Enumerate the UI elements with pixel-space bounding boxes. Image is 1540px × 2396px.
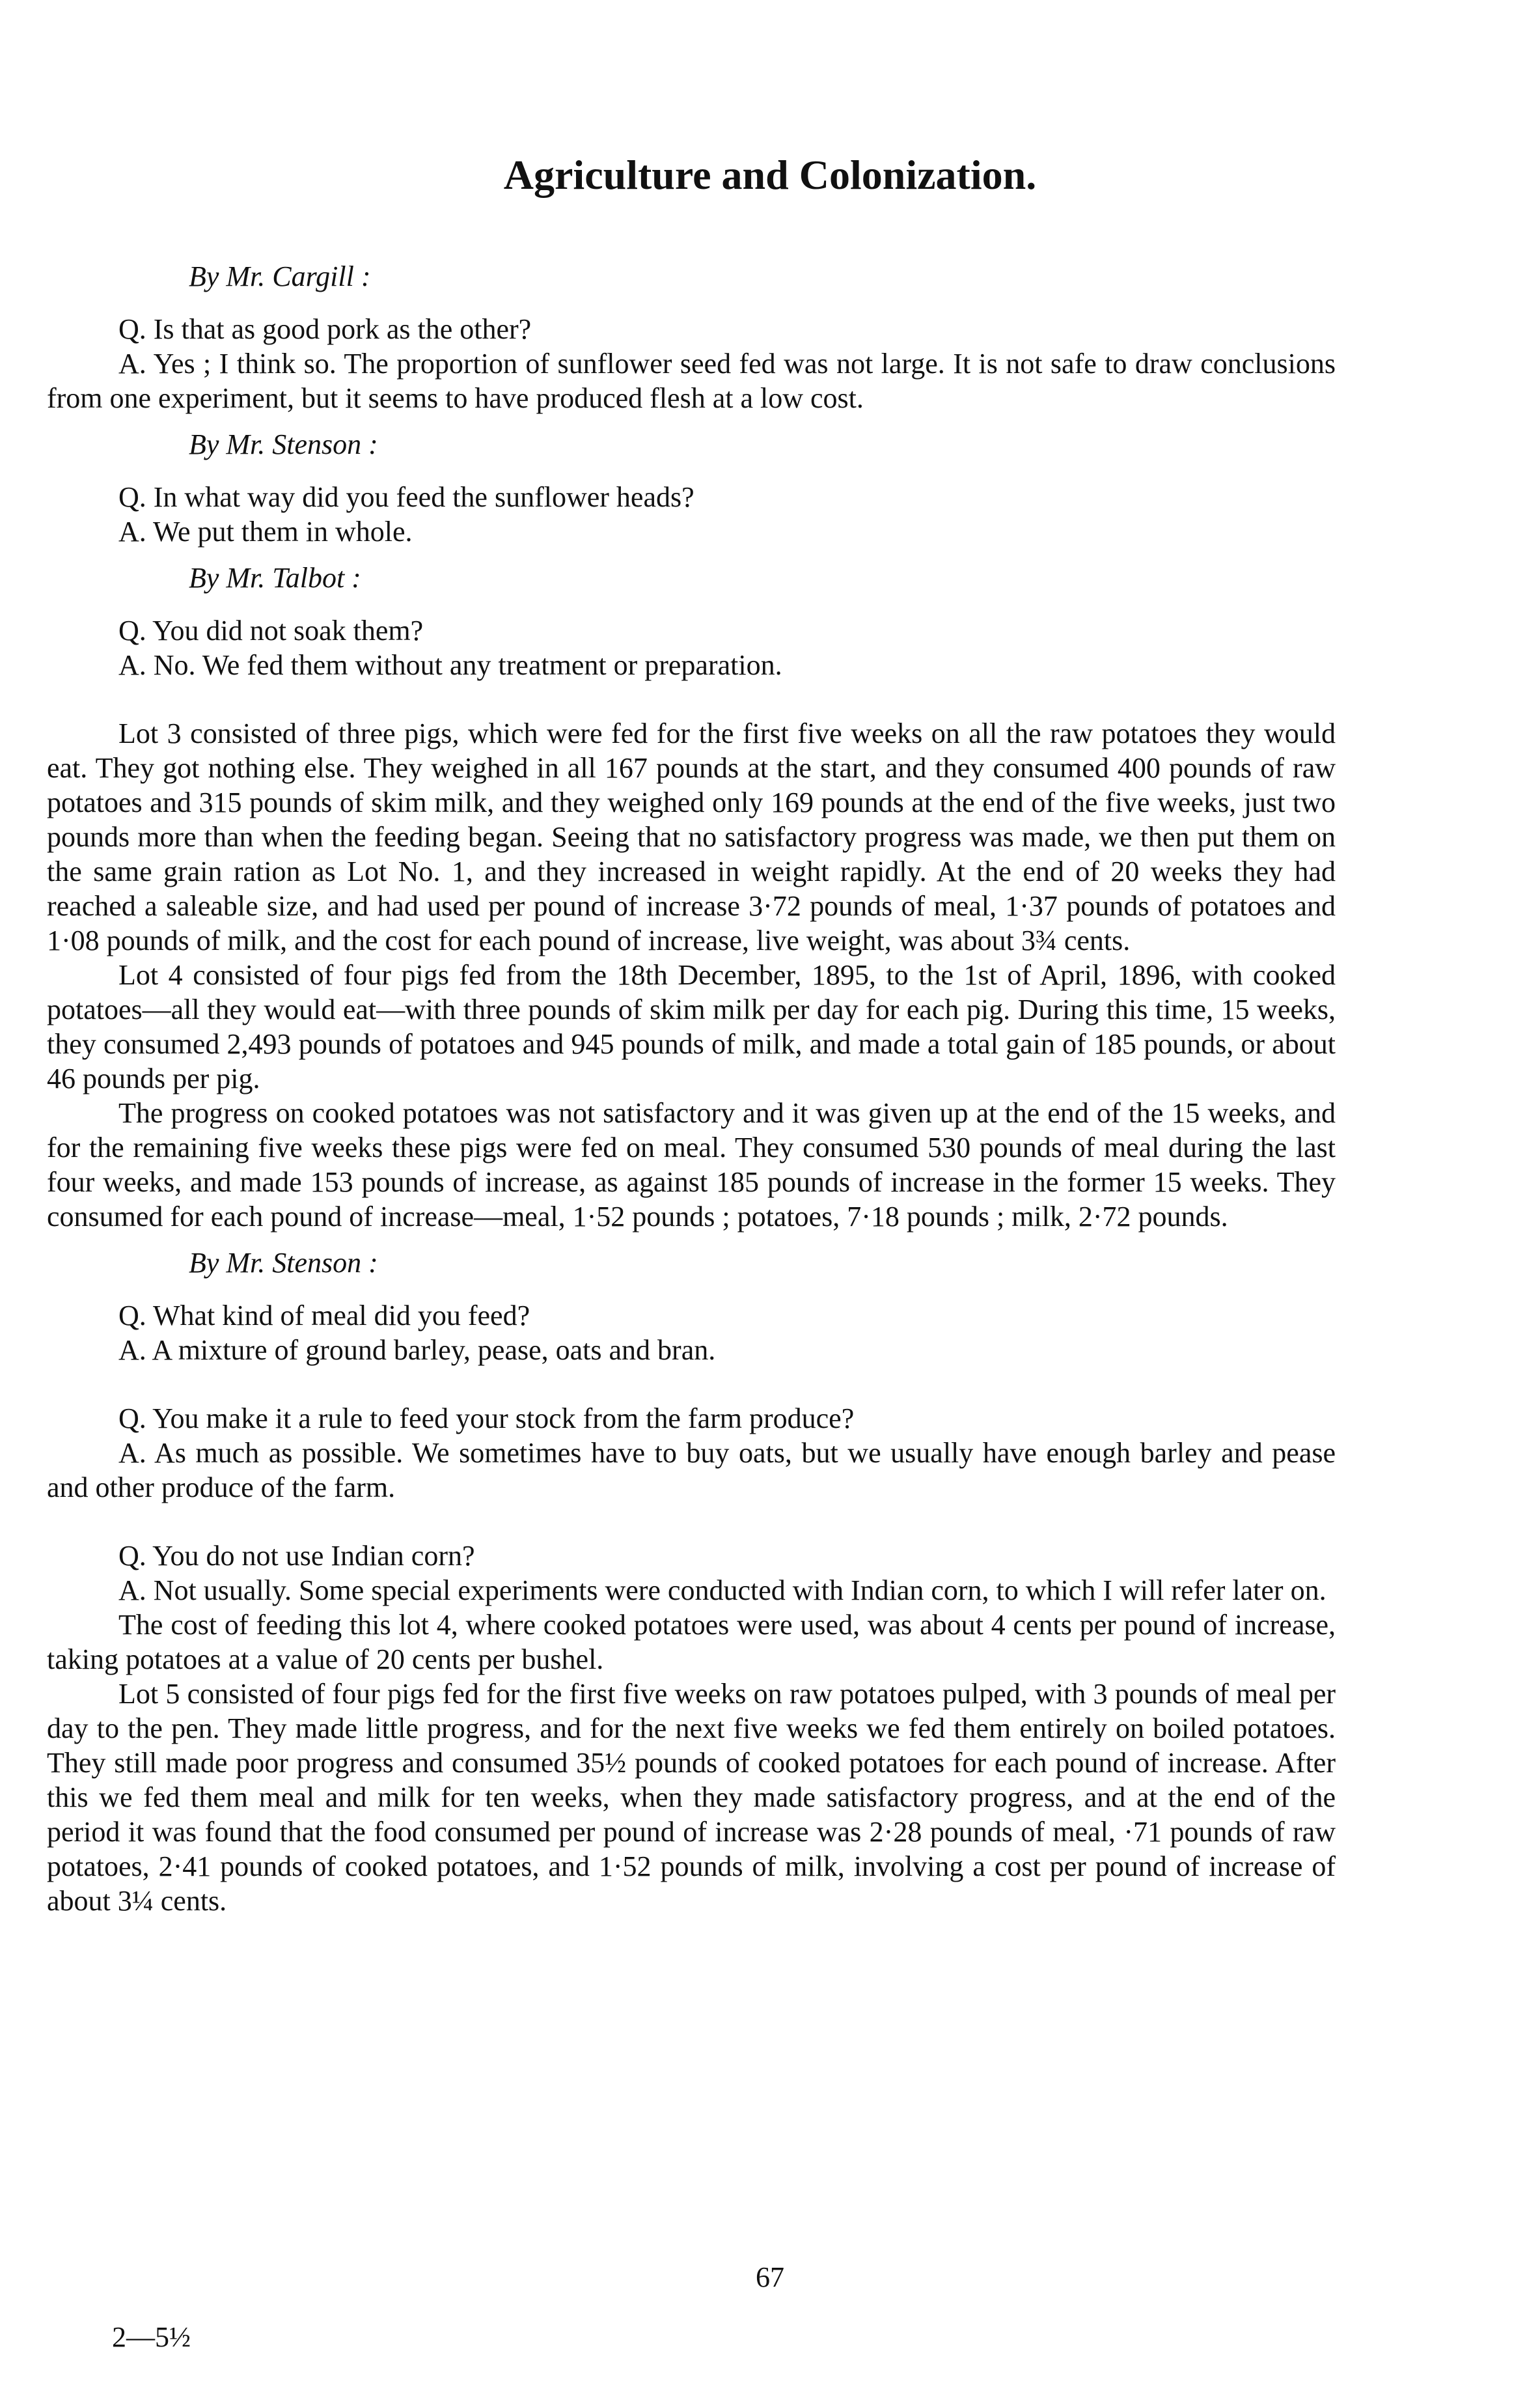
- qa-line: A. A mixture of ground barley, pease, oats and bran.: [118, 1334, 716, 1366]
- qa-line: Q. You do not use Indian corn?: [118, 1540, 475, 1572]
- qa-line: A. No. We fed them without any treatment or preparation.: [118, 649, 782, 681]
- qa-line: A. Not usually. Some special experiments were conducted with Indian corn, to which I will refer later on.: [118, 1574, 1327, 1606]
- speaker-heading: By Mr. Talbot :: [189, 562, 361, 594]
- body-paragraph: Lot 5 consisted of four pigs fed for the first five weeks on raw potatoes pulped, with 3 pounds of meal per day to the pen. They made little progress, and for the next five weeks we fed them entirely on boiled potatoes. They still made poor progress and consumed 35½ pounds of cooked potatoes for each pound of increase. After this we fed them meal and milk for ten weeks, when they made satisfactory progress, and at the end of the period it was found that the food consumed per pound of increase was 2·28 pounds of meal, ·71 pounds of raw potatoes, 2·41 pounds of cooked potatoes, and 1·52 pounds of milk, involving a cost per pound of increase of about 3¼ cents.: [47, 1678, 1336, 1917]
- qa-line: Q. Is that as good pork as the other?: [118, 313, 532, 345]
- speaker-heading: By Mr. Stenson :: [189, 1247, 378, 1279]
- body-paragraph: Lot 3 consisted of three pigs, which were fed for the first five weeks on all the raw potatoes they would eat. They got nothing else. They weighed in all 167 pounds at the start, and they consumed 400 pounds of raw potatoes and 315 pounds of skim milk, and they weighed only 169 pounds at the end of the five weeks, just two pounds more than when the feeding began. Seeing that no satisfactory progress was made, we then put them on the same grain ration as Lot No. 1, and they increased in weight rapidly. At the end of 20 weeks they had reached a saleable size, and had used per pound of increase 3·72 pounds of meal, 1·37 pounds of potatoes and 1·08 pounds of milk, and the cost for each pound of increase, live weight, was about 3¾ cents.: [47, 717, 1336, 956]
- qa-line: A. As much as possible. We sometimes have to buy oats, but we usually have enough barley and pease and other produce of the farm.: [47, 1437, 1336, 1503]
- speaker-heading: By Mr. Cargill :: [189, 260, 371, 292]
- qa-line: A. We put them in whole.: [118, 516, 413, 548]
- speaker-heading: By Mr. Stenson :: [189, 428, 378, 460]
- page-number: 67: [756, 2261, 784, 2293]
- spacer: [47, 1367, 1336, 1401]
- body-paragraph: The progress on cooked potatoes was not satisfactory and it was given up at the end of the 15 weeks, and for the remaining five weeks these pigs were fed on meal. They consumed 530 pounds of meal during the last four weeks, and made 153 pounds of increase, as against 185 pounds of increase in the former 15 weeks. They consumed for each pound of increase—meal, 1·52 pounds ; potatoes, 7·18 pounds ; milk, 2·72 pounds.: [47, 1097, 1336, 1233]
- body-paragraph: The cost of feeding this lot 4, where cooked potatoes were used, was about 4 cents per pound of increase, taking potatoes at a value of 20 cents per bushel.: [47, 1609, 1336, 1675]
- document-body: [47, 247, 1336, 1918]
- qa-line: Q. What kind of meal did you feed?: [118, 1300, 530, 1331]
- spacer: [47, 682, 1336, 716]
- qa-line: A. Yes ; I think so. The proportion of sunflower seed fed was not large. It is not safe to draw conclusions from one experiment, but it seems to have produced flesh at a low cost.: [47, 348, 1336, 414]
- body-paragraph: Lot 4 consisted of four pigs fed from the 18th December, 1895, to the 1st of April, 1896, with cooked potatoes—all they would eat—with three pounds of skim milk per day for each pig. During this time, 15 weeks, they consumed 2,493 pounds of potatoes and 945 pounds of milk, and made a total gain of 185 pounds, or about 46 pounds per pig.: [47, 959, 1336, 1094]
- page-title: Agriculture and Colonization.: [503, 152, 1037, 198]
- qa-line: Q. You make it a rule to feed your stock from the farm produce?: [118, 1402, 855, 1434]
- signature-mark: 2—5½: [112, 2321, 191, 2353]
- qa-line: Q. In what way did you feed the sunflower heads?: [118, 481, 694, 513]
- spacer: [47, 1505, 1336, 1539]
- qa-line: Q. You did not soak them?: [118, 615, 424, 647]
